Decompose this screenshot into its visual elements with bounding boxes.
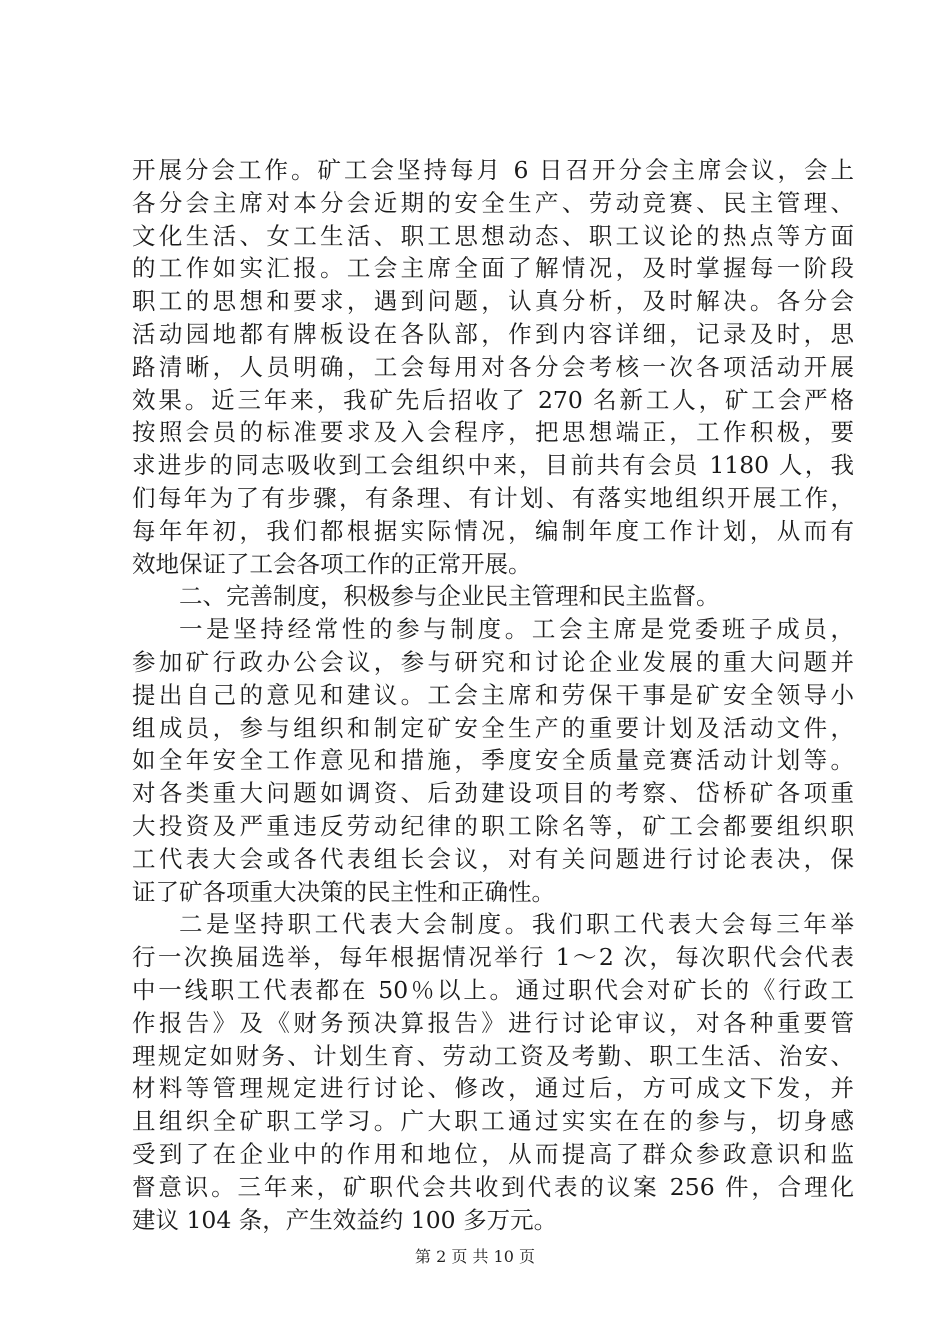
text-line: 中一线职工代表都在 50％以上。通过职代会对矿长的《行政工 [132, 975, 854, 1004]
text-line: 一是坚持经常性的参与制度。工会主席是党委班子成员， [179, 615, 854, 644]
text-line: 文化生活、女工生活、职工思想动态、职工议论的热点等方面 [132, 221, 854, 250]
text-line: 理规定如财务、计划生育、劳动工资及考勤、职工生活、治安、 [132, 1041, 854, 1070]
text-line: 路清晰，人员明确，工会每用对各分会考核一次各项活动开展 [132, 352, 854, 381]
text-line: 效地保证了工会各项工作的正常开展。 [132, 549, 532, 578]
text-line: 职工的思想和要求，遇到问题，认真分析，及时解决。各分会 [132, 287, 854, 316]
text-line: 活动园地都有牌板设在各队部，作到内容详细，记录及时，思 [132, 319, 854, 348]
text-line: 二、完善制度，积极参与企业民主管理和民主监督。 [179, 582, 720, 611]
text-line: 二是坚持职工代表大会制度。我们职工代表大会每三年举 [179, 910, 854, 939]
text-line: 开展分会工作。矿工会坚持每月 6 日召开分会主席会议，会上 [132, 156, 854, 184]
text-line: 效果。近三年来，我矿先后招收了 270 名新工人，矿工会严格 [132, 385, 854, 414]
page-footer: 第 2 页 共 10 页 [415, 1247, 535, 1266]
text-line: 各分会主席对本分会近期的安全生产、劳动竞赛、民主管理、 [132, 188, 854, 217]
text-line: 提出自己的意见和建议。工会主席和劳保干事是矿安全领导小 [132, 680, 854, 709]
text-line: 行一次换届选举，每年根据情况举行 1～2 次，每次职代会代表 [132, 943, 854, 972]
text-line: 材料等管理规定进行讨论、修改，通过后，方可成文下发，并 [132, 1074, 854, 1103]
text-line: 组成员，参与组织和制定矿安全生产的重要计划及活动文件， [132, 713, 854, 742]
document-body [132, 154, 854, 1236]
text-line: 们每年为了有步骤，有条理、有计划、有落实地组织开展工作， [132, 483, 854, 512]
text-line: 的工作如实汇报。工会主席全面了解情况，及时掌握每一阶段 [132, 254, 854, 283]
text-line: 参加矿行政办公会议，参与研究和讨论企业发展的重大问题并 [132, 647, 854, 676]
text-line: 求进步的同志吸收到工会组织中来，目前共有会员 1180 人，我 [132, 451, 854, 480]
text-line: 证了矿各项重大决策的民主性和正确性。 [132, 877, 555, 906]
text-line: 受到了在企业中的作用和地位，从而提高了群众参政意识和监 [132, 1139, 854, 1168]
text-line: 作报告》及《财务预决算报告》进行讨论审议，对各种重要管 [132, 1008, 854, 1037]
text-line: 大投资及严重违反劳动纪律的职工除名等，矿工会都要组织职 [132, 811, 854, 840]
text-line: 建议 104 条，产生效益约 100 多万元。 [132, 1205, 558, 1234]
text-line: 且组织全矿职工学习。广大职工通过实实在在的参与，切身感 [132, 1107, 854, 1136]
text-line: 如全年安全工作意见和措施，季度安全质量竞赛活动计划等。 [132, 746, 854, 775]
text-line: 工代表大会或各代表组长会议，对有关问题进行讨论表决，保 [132, 844, 854, 873]
text-line: 督意识。三年来，矿职代会共收到代表的议案 256 件，合理化 [132, 1172, 854, 1201]
text-line: 每年年初，我们都根据实际情况，编制年度工作计划，从而有 [132, 516, 854, 545]
text-line: 按照会员的标准要求及入会程序，把思想端正，工作积极，要 [132, 418, 854, 447]
text-line: 对各类重大问题如调资、后劲建设项目的考察、岱桥矿各项重 [132, 779, 854, 808]
